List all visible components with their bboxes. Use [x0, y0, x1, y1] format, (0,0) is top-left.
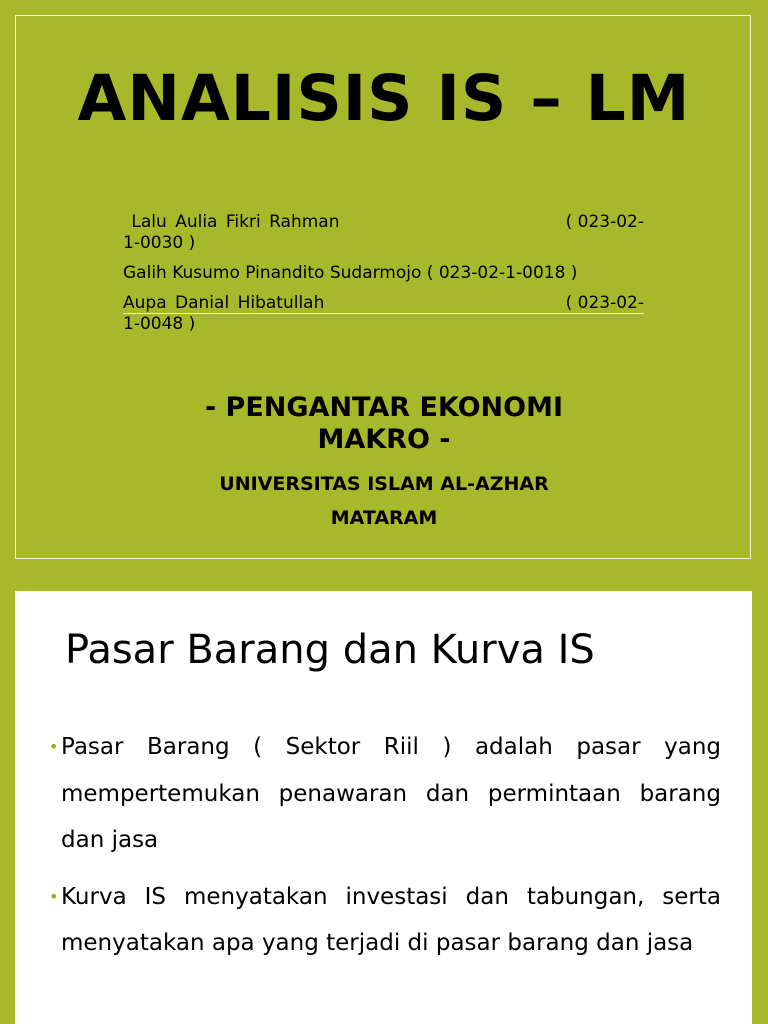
slide-title: ANALISIS IS – LM	[77, 62, 691, 135]
author-id-continuation: 1-0048 )	[123, 314, 196, 334]
university-line: UNIVERSITAS ISLAM AL-AZHAR	[219, 473, 549, 495]
author-id-continuation: 1-0030 )	[123, 233, 196, 253]
author-id: ( 023-02-	[565, 212, 644, 232]
author-name: Lalu Aulia Fikri Rahman	[123, 212, 340, 232]
slide-heading: Pasar Barang dan Kurva IS	[65, 627, 595, 673]
divider-line	[123, 313, 644, 314]
bullet-item	[49, 724, 721, 864]
subtitle-line: - PENGANTAR EKONOMI	[204, 392, 564, 423]
bullet-item	[49, 874, 721, 967]
author-list	[123, 212, 644, 344]
bullet-dot-icon: •	[49, 737, 59, 756]
author-entry	[123, 212, 644, 254]
bullet-list	[49, 724, 721, 977]
author-entry: Galih Kusumo Pinandito Sudarmojo ( 023-02-1-0018 )	[123, 263, 578, 283]
university-line: MATARAM	[330, 507, 438, 529]
bullet-dot-icon: •	[49, 886, 59, 906]
author-name: Aupa Danial Hibatullah	[123, 293, 325, 313]
bullet-text: Pasar Barang ( Sektor Riil ) adalah pasar yang mempertemukan penawaran dan permintaan barang dan jasa	[61, 734, 721, 853]
subtitle-line: MAKRO -	[317, 424, 451, 455]
author-entry	[123, 293, 644, 335]
university-name	[0, 467, 768, 535]
course-subtitle	[0, 392, 768, 456]
author-id: ( 023-02-	[565, 293, 644, 313]
bullet-text: Kurva IS menyatakan investasi dan tabungan, serta menyatakan apa yang terjadi di pasar barang dan jasa	[61, 883, 721, 956]
content-slide	[15, 591, 752, 1024]
